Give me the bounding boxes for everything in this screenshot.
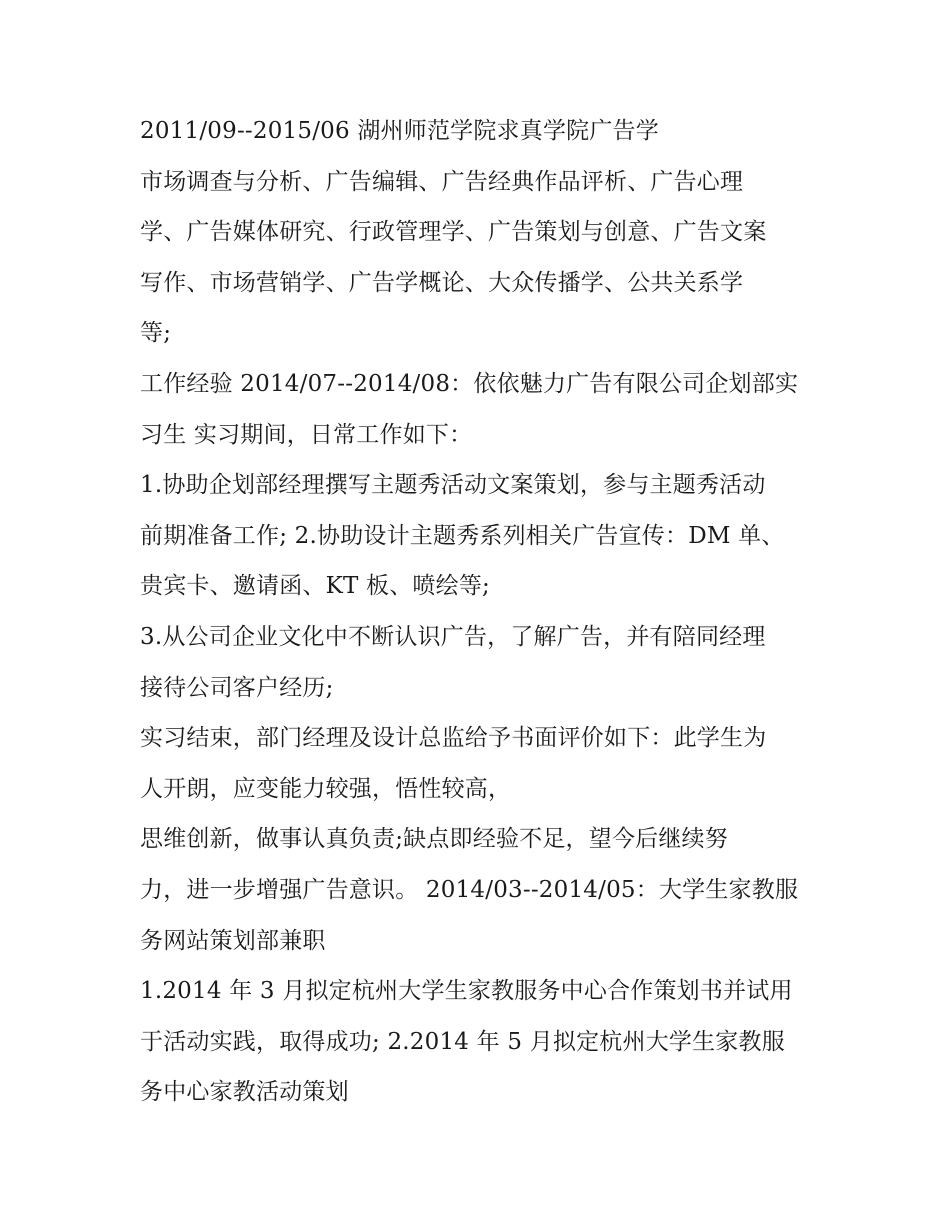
work-experience-line-2: 习生 实习期间，日常工作如下：	[140, 421, 473, 448]
courses-line-1: 市场调查与分析、广告编辑、广告经典作品评析、广告心理	[140, 168, 744, 195]
courses-line-3: 写作、市场营销学、广告学概论、大众传播学、公共关系学	[140, 269, 744, 296]
parttime-duty-line-1: 1.2014 年 3 月拟定杭州大学生家教服务中心合作策划书并试用	[140, 978, 793, 1005]
education-heading-line: 2011/09--2015/06 湖州师范学院求真学院广告学	[140, 118, 659, 144]
duty-line-2: 前期准备工作; 2.协助设计主题秀系列相关广告宣传：DM 单、	[140, 522, 785, 549]
resume-text-block	[140, 106, 830, 1118]
duty-line-3: 贵宾卡、邀请函、KT 板、喷绘等;	[140, 573, 490, 600]
evaluation-line-2: 人开朗，应变能力较强，悟性较高，	[140, 775, 512, 802]
evaluation-line-3: 思维创新，做事认真负责;缺点即经验不足，望今后继续努	[140, 826, 728, 853]
evaluation-line-1: 实习结束，部门经理及设计总监给予书面评价如下：此学生为	[140, 725, 767, 752]
parttime-duty-line-3: 务中心家教活动策划	[140, 1079, 349, 1106]
parttime-line-1: 务网站策划部兼职	[140, 927, 326, 954]
duty-line-1: 1.协助企划部经理撰写主题秀活动文案策划，参与主题秀活动	[140, 472, 766, 499]
courses-line-4: 等;	[140, 320, 172, 347]
evaluation-line-4: 力，进一步增强广告意识。 2014/03--2014/05：大学生家教服	[140, 876, 799, 903]
parttime-duty-line-2: 于活动实践，取得成功; 2.2014 年 5 月拟定杭州大学生家教服	[140, 1028, 785, 1055]
duty-line-5: 接待公司客户经历;	[140, 674, 334, 701]
courses-line-2: 学、广告媒体研究、行政管理学、广告策划与创意、广告文案	[140, 219, 767, 246]
work-experience-line-1: 工作经验 2014/07--2014/08：依依魅力广告有限公司企划部实	[140, 370, 799, 397]
duty-line-4: 3.从公司企业文化中不断认识广告，了解广告，并有陪同经理	[140, 623, 766, 650]
